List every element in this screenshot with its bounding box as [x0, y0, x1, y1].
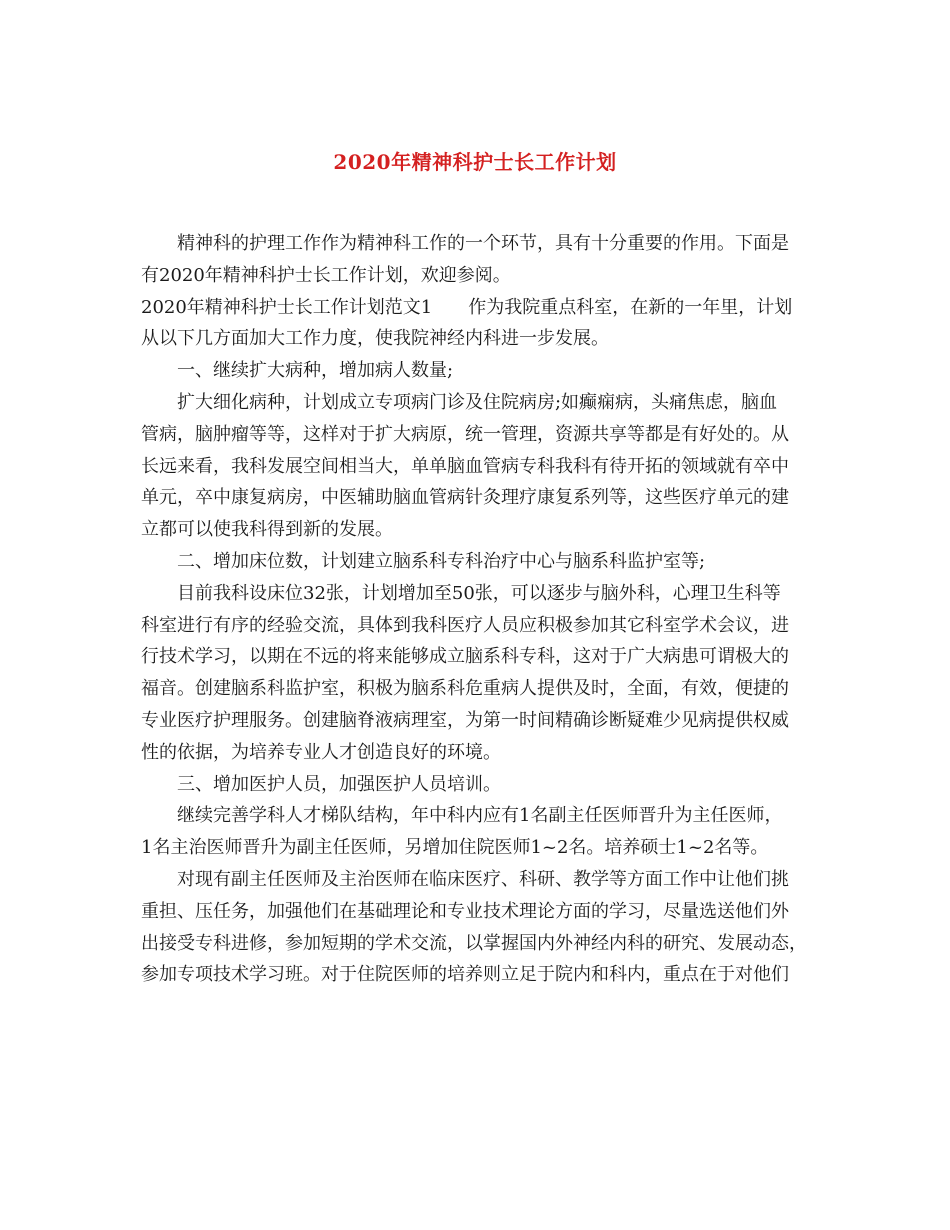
paragraph-line: 继续完善学科人才梯队结构，年中科内应有1名副主任医师晋升为主任医师， — [177, 805, 783, 827]
paragraph-line — [141, 292, 821, 324]
paragraph-line: 长远来看，我科发展空间相当大，单单脑血管病专科我科有待开拓的领域就有卒中 — [141, 455, 789, 477]
paragraph-text: 作为我院重点科室，在新的一年里，计划 — [468, 296, 793, 318]
paragraph-line: 参加专项技术学习班。对于住院医师的培养则立足于院内和科内，重点在于对他们 — [141, 964, 789, 986]
paragraph-line: 科室进行有序的经验交流，具体到我科医疗人员应积极参加其它科室学术会议，进 — [141, 614, 789, 636]
paragraph-line: 精神科的护理工作作为精神科工作的一个环节，具有十分重要的作用。下面是 — [177, 233, 789, 254]
paragraph-line: 专业医疗护理服务。创建脑脊液病理室，为第一时间精确诊断疑难少见病提供权威 — [141, 709, 789, 731]
document-body — [141, 228, 821, 991]
document-title: 2020年精神科护士长工作计划 — [333, 150, 617, 174]
paragraph-line: 目前我科设床位32张，计划增加至50张，可以逐步与脑外科，心理卫生科等 — [177, 582, 781, 604]
section-heading: 三、增加医护人员，加强医护人员培训。 — [177, 773, 501, 795]
paragraph-line: 扩大细化病种，计划成立专项病门诊及住院病房;如癫痫病，头痛焦虑，脑血 — [177, 391, 778, 413]
section-heading: 二、增加床位数，计划建立脑系科专科治疗中心与脑系科监护室等; — [177, 550, 706, 572]
paragraph-line: 立都可以使我科得到新的发展。 — [141, 519, 393, 541]
paragraph-line: 单元，卒中康复病房，中医辅助脑血管病针灸理疗康复系列等，这些医疗单元的建 — [141, 487, 789, 509]
section-heading: 一、继续扩大病种，增加病人数量; — [177, 360, 454, 382]
paragraph-line: 出接受专科进修，参加短期的学术交流，以掌握国内外神经内科的研究、发展动态， — [141, 932, 807, 954]
paragraph-line: 管病，脑肿瘤等等，这样对于扩大病原，统一管理，资源共享等都是有好处的。从 — [141, 423, 789, 445]
paragraph-line: 福音。创建脑系科监护室，积极为脑系科危重病人提供及时，全面，有效，便捷的 — [141, 678, 789, 700]
paragraph-line: 从以下几方面加大工作力度，使我院神经内科进一步发展。 — [141, 328, 609, 350]
paragraph-line: 对现有副主任医师及主治医师在临床医疗、科研、教学等方面工作中让他们挑 — [177, 868, 789, 890]
paragraph-line: 性的依据，为培养专业人才创造良好的环境。 — [141, 741, 501, 763]
paragraph-line: 1名主治医师晋升为副主任医师，另增加住院医师1~2名。培养硕士1~2名等。 — [141, 837, 769, 859]
paragraph-line: 重担、压任务，加强他们在基础理论和专业技术理论方面的学习，尽量选送他们外 — [141, 900, 789, 922]
section-heading: 2020年精神科护士长工作计划范文1 — [141, 296, 433, 318]
paragraph-line: 行技术学习，以期在不远的将来能够成立脑系科专科，这对于广大病患可谓极大的 — [141, 646, 789, 668]
paragraph-line: 有2020年精神科护士长工作计划，欢迎参阅。 — [141, 264, 511, 286]
